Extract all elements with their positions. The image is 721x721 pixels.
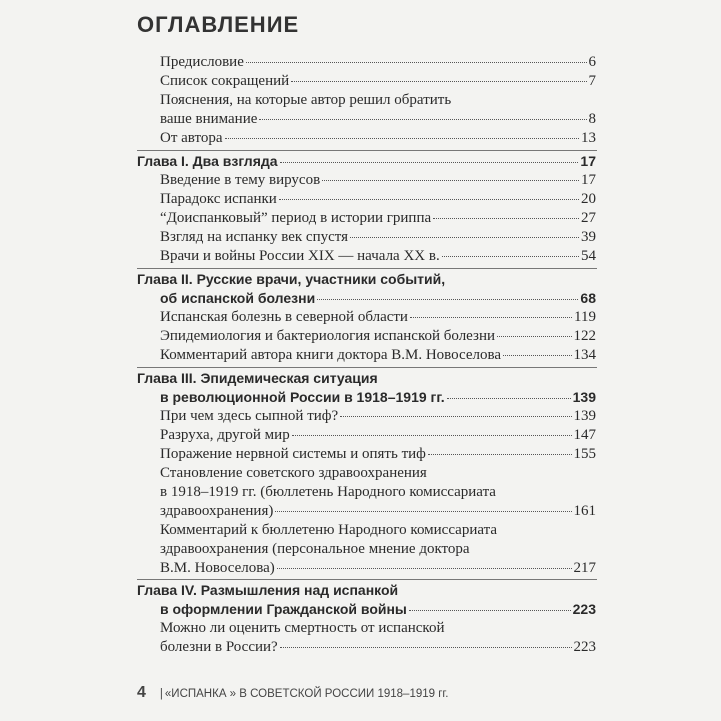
section-divider	[137, 579, 597, 580]
toc-entry: Введение в тему вирусов 17	[160, 171, 596, 190]
toc-entry: Пояснения, на которые автор решил обратить ваше внимание 8	[160, 92, 596, 127]
page-number: 4	[137, 684, 146, 701]
chapter-heading: Глава I. Два взгляда 17	[137, 152, 596, 171]
page-title: ОГЛАВЛЕНИЕ	[137, 12, 300, 37]
toc-entry: “Доиспанковый” период в истории гриппа 27	[160, 209, 596, 228]
toc-entry: Становление советского здравоохранения в 1918–1919 гг. (бюллетень Народного комиссариата здравоохранения) 161	[160, 465, 596, 519]
chapter-heading: Глава IV. Размышления над испанкой в оформлении Гражданской войны 223	[137, 582, 596, 617]
toc-entry: При чем здесь сыпной тиф? 139	[160, 407, 596, 426]
toc-entry: Можно ли оценить смертность от испанской болезни в России? 223	[160, 620, 596, 655]
toc-entry: Комментарий автора книги доктора В.М. Новоселова 134	[160, 346, 596, 365]
section-divider	[137, 367, 597, 368]
chapter-heading: Глава III. Эпидемическая ситуация в революционной России в 1918–1919 гг. 139	[137, 370, 596, 405]
toc-entry: Список сокращений 7	[160, 72, 596, 91]
toc-entry: Взгляд на испанку век спустя 39	[160, 228, 596, 247]
toc-entry: Разруха, другой мир 147	[160, 426, 596, 445]
toc-entry: Поражение нервной системы и опять тиф 155	[160, 445, 596, 464]
section-divider	[137, 268, 597, 269]
footer-separator: |	[159, 688, 163, 700]
running-title: «ИСПАНКА » В СОВЕТСКОЙ РОССИИ 1918–1919 гг.	[164, 688, 449, 700]
toc-entry: Испанская болезнь в северной области 119	[160, 308, 596, 327]
toc-entry: Предисловие 6	[160, 53, 596, 72]
page-footer	[137, 684, 448, 702]
toc-entry: Врачи и войны России XIX — начала XX в. 54	[160, 247, 596, 266]
chapter-heading: Глава II. Русские врачи, участники событий, об испанской болезни 68	[137, 271, 596, 306]
toc-entry: От автора 13	[160, 129, 596, 148]
toc-entry: Парадокс испанки 20	[160, 190, 596, 209]
toc-entry: Эпидемиология и бактериология испанской болезни 122	[160, 327, 596, 346]
toc-entry: Комментарий к бюллетеню Народного комиссариата здравоохранения (персональное мнение доктора В.М. Новоселова) 217	[160, 522, 596, 576]
